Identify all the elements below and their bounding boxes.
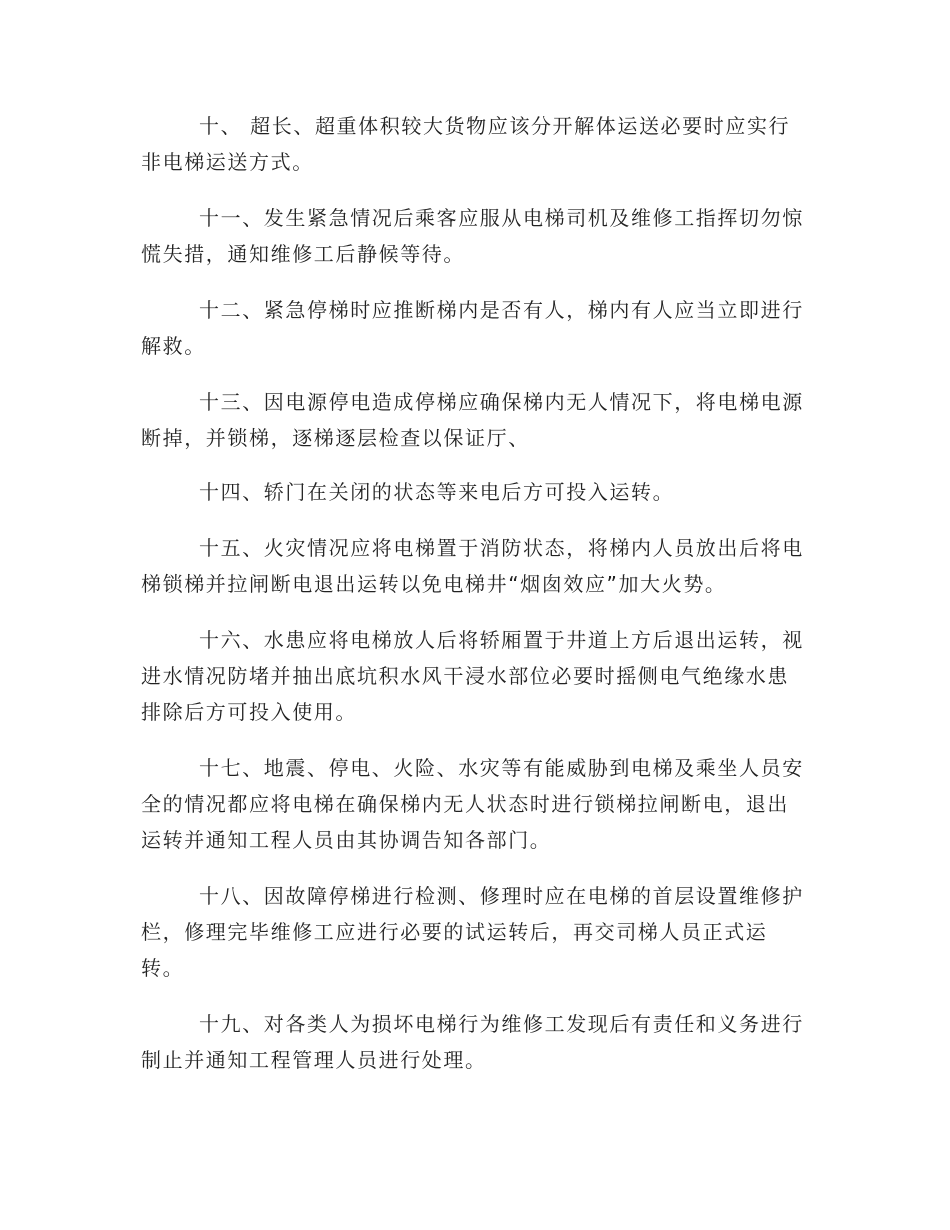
paragraph-14: 十四、轿门在关闭的状态等来电后方可投入运转。 [199, 480, 675, 504]
paragraph-13: 十三、因电源停电造成停梯应确保梯内无人情况下，将电梯电源断掉，并锁梯，逐梯逐层检查以保证厅、 [141, 390, 804, 450]
paragraph-19: 十九、对各类人为损坏电梯行为维修工发现后有责任和义务进行制止并通知工程管理人员进行处理。 [141, 1012, 804, 1072]
paragraph-16: 十六、水患应将电梯放人后将轿厢置于井道上方后退出运转，视进水情况防堵并抽出底坑积水风干浸水部位必要时摇侧电气绝缘水患排除后方可投入使用。 [141, 628, 804, 724]
paragraph-15: 十五、火灾情况应将电梯置于消防状态，将梯内人员放出后将电梯锁梯并拉闸断电退出运转以免电梯井“烟囱效应”加大火势。 [141, 536, 804, 596]
paragraph-11: 十一、发生紧急情况后乘客应服从电梯司机及维修工指挥切勿惊慌失措，通知维修工后静候等待。 [141, 206, 804, 266]
paragraph-17: 十七、地震、停电、火险、水灾等有能威胁到电梯及乘坐人员安全的情况都应将电梯在确保梯内无人状态时进行锁梯拉闸断电，退出运转并通知工程人员由其协调告知各部门。 [141, 756, 804, 852]
paragraph-10: 十、 超长、超重体积较大货物应该分开解体运送必要时应实行非电梯运送方式。 [141, 114, 791, 174]
paragraph-18: 十八、因故障停梯进行检测、修理时应在电梯的首层设置维修护栏，修理完毕维修工应进行必要的试运转后，再交司梯人员正式运转。 [141, 884, 804, 980]
paragraph-12: 十二、紧急停梯时应推断梯内是否有人，梯内有人应当立即进行解救。 [141, 298, 804, 358]
document-body [141, 108, 806, 1098]
